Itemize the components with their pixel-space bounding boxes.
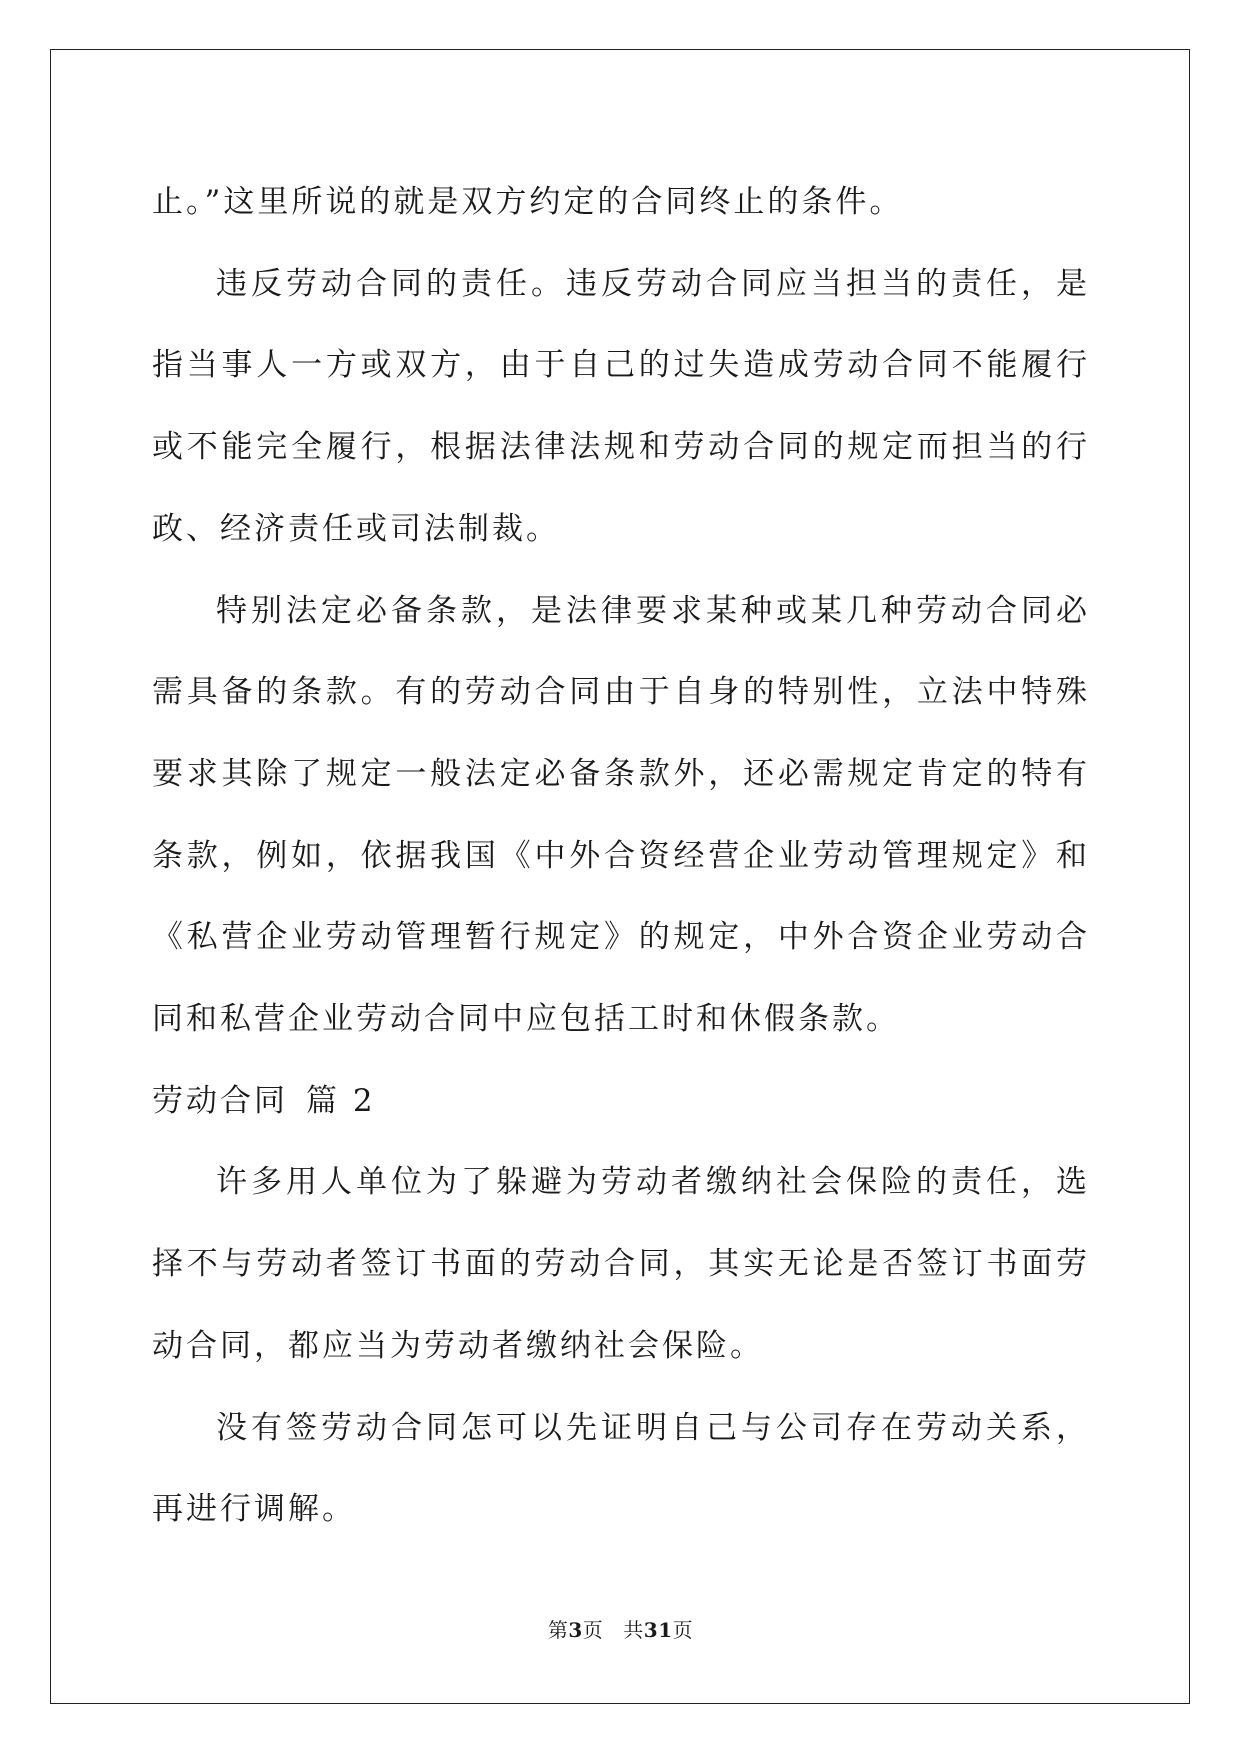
document-body (152, 162, 1090, 1551)
total-prefix: 共 (623, 1618, 644, 1642)
paragraph-social-insurance: 许多用人单位为了躲避为劳动者缴纳社会保险的责任，选择不与劳动者签订书面的劳动合同，其实无论是否签订书面劳动合同，都应当为劳动者缴纳社会保险。 (152, 1164, 1090, 1364)
paragraph-special-clauses: 特别法定必备条款，是法律要求某种或某几种劳动合同必需具备的条款。有的劳动合同由于自身的特别性，立法中特殊要求其除了规定一般法定必备条款外，还必需规定肯定的特有条款，例如，依据我国《中外合资经营企业劳动管理规定》和《私营企业劳动管理暂行规定》的规定，中外合资企业劳动合同和私营企业劳动合同中应包括工时和休假条款。 (152, 592, 1090, 1038)
paragraph-continuation: 止。”这里所说的就是双方约定的合同终止的条件。 (152, 184, 904, 220)
page-prefix: 第 (547, 1618, 569, 1642)
total-suffix: 页 (672, 1618, 694, 1642)
page-current-number: 3 (568, 1618, 583, 1642)
page-footer (0, 1618, 1241, 1642)
section-heading (152, 1061, 1090, 1143)
section-number: 篇 2 (306, 1082, 376, 1119)
section-title: 劳动合同 (152, 1082, 288, 1119)
page-suffix: 页 (582, 1618, 604, 1642)
paragraph-mediation: 没有签劳动合同怎可以先证明自己与公司存在劳动关系，再进行调解。 (152, 1409, 1090, 1528)
page-total-number: 31 (643, 1618, 673, 1642)
paragraph-contract-liability: 违反劳动合同的责任。违反劳动合同应当担当的责任，是指当事人一方或双方，由于自己的过失造成劳动合同不能履行或不能完全履行，根据法律法规和劳动合同的规定而担当的行政、经济责任或司法制裁。 (152, 265, 1090, 547)
